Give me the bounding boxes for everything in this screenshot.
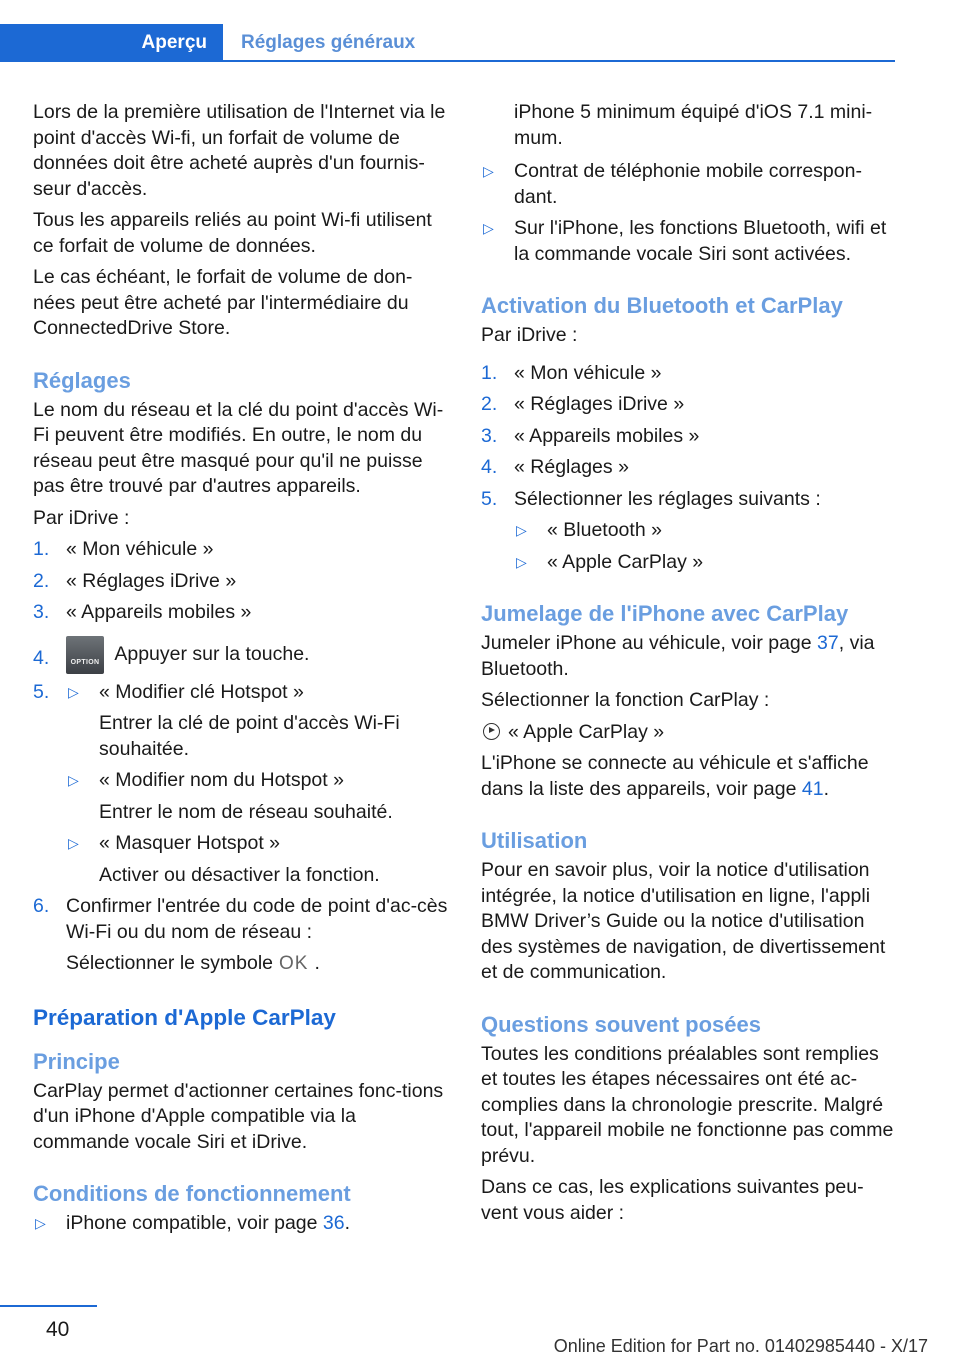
list-item	[481, 392, 897, 418]
par-idrive: Par iDrive :	[481, 324, 578, 346]
triangle-icon: ▷	[516, 522, 527, 538]
step-number: 4.	[481, 456, 498, 478]
step-number: 1.	[481, 361, 498, 384]
text: L'iPhone se connecte au véhicule et s'affiche dans la liste des appareils, voir page	[481, 752, 869, 800]
list-item	[33, 680, 448, 889]
item-title: « Bluetooth »	[547, 519, 662, 541]
list-item	[66, 831, 448, 888]
item-desc: Entrer le nom de réseau souhaité.	[99, 800, 393, 823]
ok-symbol-icon: OK	[279, 953, 309, 974]
step-text: Sélectionner les réglages suivants :	[514, 487, 821, 510]
step-text: « Mon véhicule »	[66, 538, 214, 560]
cond-text: Contrat de téléphonie mobile correspon-dant.	[514, 160, 862, 208]
triangle-icon: ▷	[68, 683, 79, 700]
period: .	[314, 952, 320, 974]
list-item	[481, 455, 897, 481]
tab-apercu[interactable]: Aperçu	[0, 24, 223, 62]
par-idrive: Par iDrive :	[33, 506, 130, 529]
triangle-icon: ▷	[68, 835, 79, 851]
step-text: « Réglages iDrive »	[514, 393, 685, 415]
conditions-list	[33, 1211, 448, 1237]
right-column	[481, 100, 897, 1232]
step-number: 6.	[33, 895, 50, 917]
item-title: « Modifier nom du Hotspot »	[99, 769, 344, 791]
heading-activation: Activation du Bluetooth et CarPlay	[481, 293, 843, 318]
list-item	[481, 487, 897, 576]
paragraph	[481, 631, 897, 682]
step-text: Appuyer sur la touche.	[114, 642, 310, 665]
list-item	[481, 216, 897, 267]
text: « Apple CarPlay »	[508, 720, 665, 743]
option-label: OPTION	[70, 658, 100, 666]
heading-faq: Questions souvent posées	[481, 1011, 761, 1037]
list-item	[481, 159, 897, 210]
cond-text: Sur l'iPhone, les fonctions Bluetooth, wifi et la commande vocale Siri sont activées.	[514, 217, 887, 265]
triangle-icon: ▷	[68, 772, 79, 788]
paragraph: CarPlay permet d'actionner certaines fonc-tions d'un iPhone d'Apple compatible via la commande vocale Siri et iDrive.	[33, 1079, 444, 1153]
page-link[interactable]: 36	[322, 1212, 345, 1234]
footer-rule	[0, 1305, 97, 1307]
period: .	[344, 1212, 351, 1234]
page-link[interactable]: 41	[801, 777, 824, 800]
item-title: « Apple CarPlay »	[547, 550, 704, 573]
triangle-icon: ▷	[516, 553, 527, 570]
paragraph: Toutes les conditions préalables sont remplies et toutes les étapes nécessaires ont été ac-complies dans la chronologie prescrite. Malgré tout, l'appareil mobile ne fonctionne pas comme prévu.	[481, 1042, 894, 1167]
triangle-icon: ▷	[483, 163, 494, 179]
step-sub-text: Sélectionner le symbole	[66, 952, 274, 974]
carplay-line	[481, 720, 897, 746]
step-number: 5.	[481, 487, 498, 510]
tab-reglages-generaux[interactable]: Réglages généraux	[241, 32, 416, 53]
step-text: « Réglages iDrive »	[66, 569, 237, 592]
list-item	[514, 550, 897, 576]
triangle-icon: ▷	[35, 1215, 46, 1231]
page-link[interactable]: 37	[817, 632, 839, 654]
text: .	[823, 777, 829, 800]
list-item	[66, 768, 448, 825]
heading-reglages: Réglages	[33, 367, 131, 393]
list-item	[481, 424, 897, 450]
step-number: 3.	[33, 601, 50, 623]
left-column	[33, 100, 448, 1243]
step-number: 4.	[33, 646, 50, 669]
step-text: « Mon véhicule »	[514, 361, 662, 384]
paragraph: Dans ce cas, les explications suivantes peu-vent vous aider :	[481, 1176, 864, 1224]
header-bar	[0, 24, 895, 62]
step-text: « Appareils mobiles »	[514, 424, 700, 447]
text: Jumeler iPhone au véhicule, voir page	[481, 632, 812, 654]
heading-principe: Principe	[33, 1048, 120, 1074]
list-item	[33, 600, 448, 626]
list-item	[33, 1211, 448, 1237]
paragraph: Pour en savoir plus, voir la notice d'utilisation intégrée, la notice d'utilisation en ligne, l'appli BMW Driver’s Guide ou la notice d'utilisation des systèmes de navigation, de divertissement et de communication.	[481, 859, 886, 983]
paragraph: Sélectionner la fonction CarPlay :	[481, 689, 770, 711]
footer-edition: Online Edition for Part no. 01402985440 - X/17	[553, 1336, 928, 1356]
list-item	[481, 100, 897, 151]
step-number: 3.	[481, 424, 498, 447]
heading-conditions: Conditions de fonctionnement	[33, 1181, 351, 1206]
list-item	[66, 680, 448, 763]
item-desc: Activer ou désactiver la fonction.	[99, 863, 380, 886]
list-item	[514, 518, 897, 544]
step-number: 2.	[481, 393, 498, 415]
item-title: « Modifier clé Hotspot »	[99, 680, 304, 703]
step-sub	[66, 951, 448, 977]
cond-text: iPhone 5 minimum équipé d'iOS 7.1 mini-mum.	[514, 101, 873, 149]
paragraph	[481, 751, 897, 802]
list-item	[33, 636, 448, 674]
step-number: 5.	[33, 680, 50, 703]
step-text: « Appareils mobiles »	[66, 601, 252, 623]
list-item	[33, 537, 448, 563]
step-text: « Réglages »	[514, 456, 629, 478]
steps-list	[33, 537, 448, 977]
paragraph: Tous les appareils reliés au point Wi-fi utilisent ce forfait de volume de données.	[33, 209, 432, 257]
cond-text: iPhone compatible, voir page	[66, 1212, 318, 1234]
item-desc: Entrer la clé de point d'accès Wi-Fi souhaitée.	[99, 712, 400, 760]
step-text: Confirmer l'entrée du code de point d'ac-cès Wi-Fi ou du nom de réseau :	[66, 895, 448, 943]
step-number: 2.	[33, 569, 50, 592]
page-number: 40	[46, 1318, 70, 1341]
list-item	[481, 361, 897, 387]
item-title: « Masquer Hotspot »	[99, 832, 281, 854]
text: , via Bluetooth.	[481, 632, 875, 680]
steps-list	[481, 361, 897, 576]
triangle-icon: ▷	[483, 220, 494, 236]
sub-list	[66, 680, 448, 889]
option-button-icon	[66, 636, 104, 674]
conditions-list-cont	[481, 100, 897, 267]
step-number: 1.	[33, 538, 50, 560]
paragraph: Le nom du réseau et la clé du point d'accès Wi-Fi peuvent être modifiés. En outre, le nom du réseau peut être masqué pour qu'il ne puisse pas être trouvé par d'autres appareils.	[33, 398, 444, 497]
heading-utilisation: Utilisation	[481, 828, 588, 853]
sub-list	[514, 518, 897, 575]
heading-preparation: Préparation d'Apple CarPlay	[33, 1004, 336, 1030]
list-item	[33, 569, 448, 595]
paragraph: Le cas échéant, le forfait de volume de don-nées peut être acheté par l'intermédiaire du ConnectedDrive Store.	[33, 266, 413, 339]
heading-jumelage: Jumelage de l'iPhone avec CarPlay	[481, 601, 849, 626]
play-circle-icon	[483, 723, 500, 740]
paragraph: Lors de la première utilisation de l'Internet via le point d'accès Wi-fi, un forfait de volume de données doit être acheté auprès d'un fournis-seur d'accès.	[33, 101, 446, 200]
list-item	[33, 894, 448, 977]
header-rule	[223, 60, 895, 62]
